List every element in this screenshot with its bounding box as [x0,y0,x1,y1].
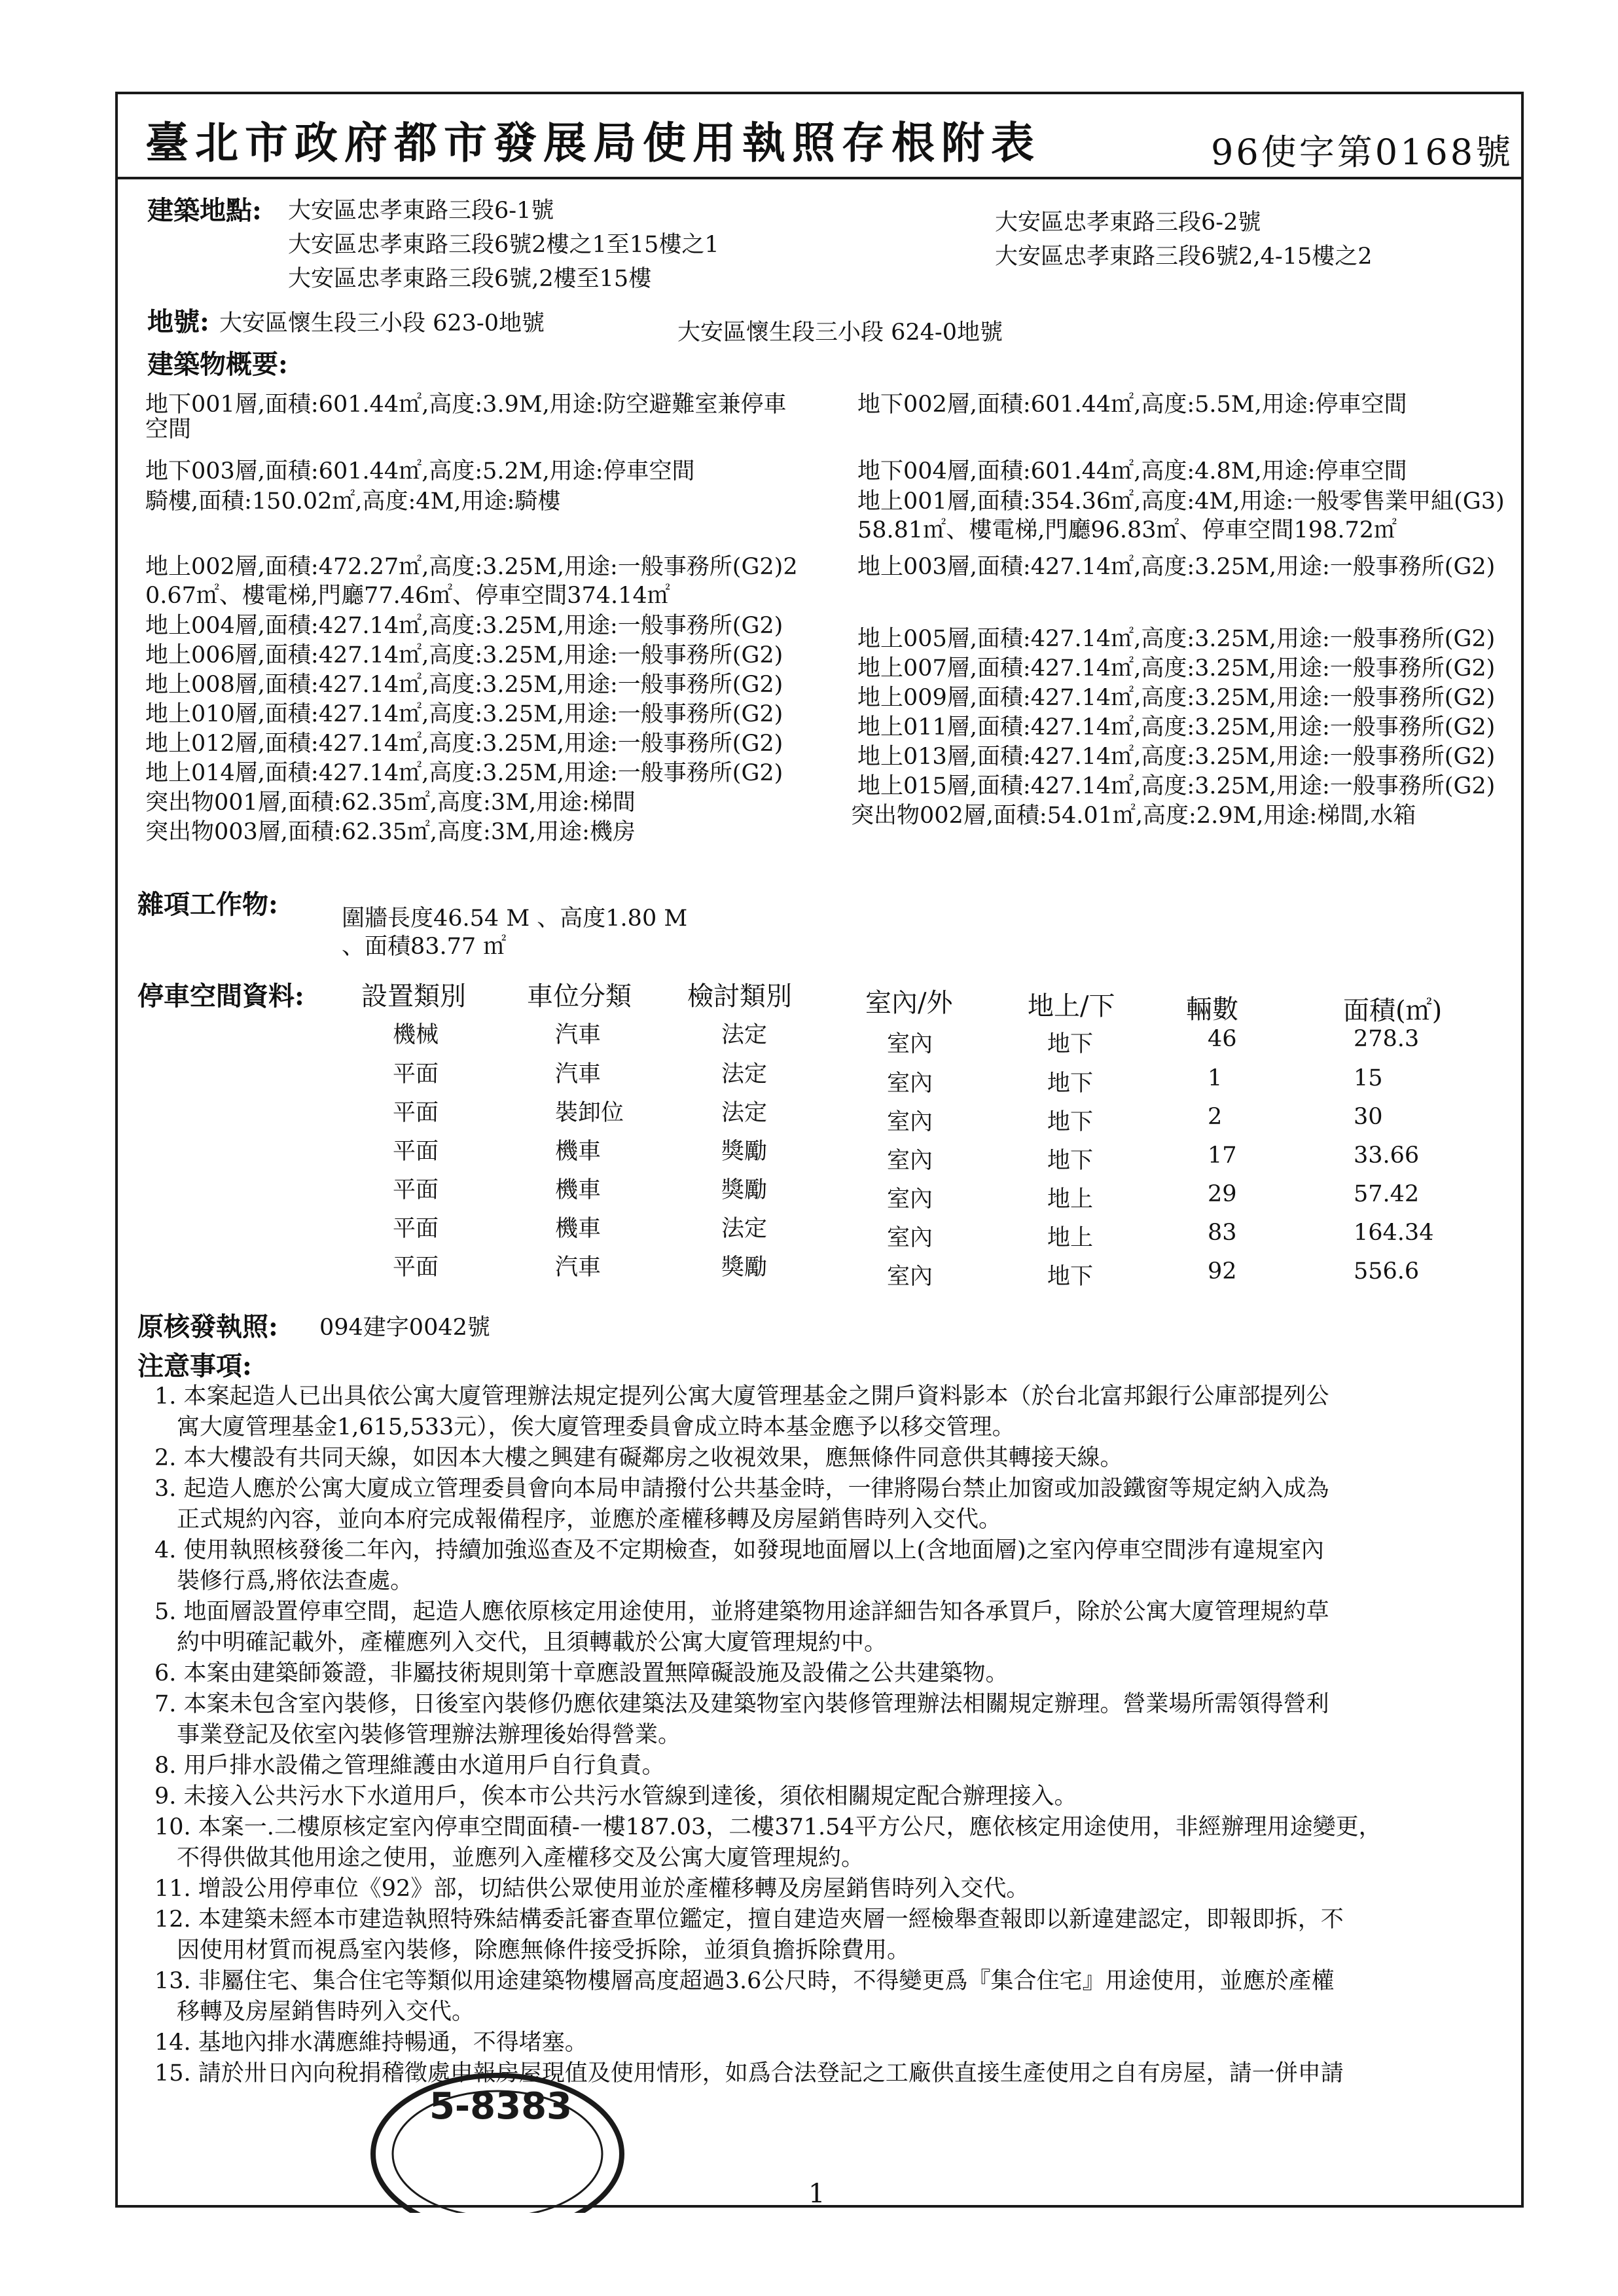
parking-cell-above-below: 地上 [1047,1186,1094,1212]
parking-cell-above-below: 地下 [1047,1070,1094,1097]
document-title: 臺北市政府都市發展局使用執照存根附表 [145,117,1041,168]
parking-cell-space-category: 機車 [555,1177,602,1203]
note-line: 10. 本案一.二樓原核定室內停車空間面積-一樓187.03，二樓371.54平方公尺，應依核定用途使用，非經辦理用途變更， [154,1814,1382,1840]
floor-spec: 地下003層,面積:601.44㎡,高度:5.2M,用途:停車空間 [145,458,695,484]
note-line: 移轉及房屋銷售時列入交代。 [177,1999,475,2025]
parking-cell-setup-type: 平面 [393,1061,439,1087]
floor-spec: 地上004層,面積:427.14㎡,高度:3.25M,用途:一般事務所(G2) [145,613,783,639]
floor-spec: 地上002層,面積:472.27㎡,高度:3.25M,用途:一般事務所(G2)2 [145,554,798,580]
parking-cell-review-category: 法定 [721,1022,768,1048]
floor-spec: 0.67㎡、樓電梯,門廳77.46㎡、停車空間374.14㎡ [145,583,670,609]
note-line: 12. 本建築未經本市建造執照特殊結構委託審查單位鑑定，擅自建造夾層一經檢舉查報即以新違建認定，即報即拆，不 [154,1906,1344,1933]
parking-cell-indoor-outdoor: 室內 [887,1031,933,1057]
parking-cell-indoor-outdoor: 室內 [887,1225,933,1251]
parking-cell-space-category: 汽車 [555,1022,602,1048]
parking-cell-setup-type: 機械 [393,1022,439,1048]
parking-cell-above-below: 地下 [1047,1148,1094,1174]
parking-cell-review-category: 獎勵 [721,1177,768,1203]
note-line: 8. 用戶排水設備之管理維護由水道用戶自行負責。 [154,1753,665,1779]
floor-spec: 空間 [145,416,192,443]
seal-stamp [367,2062,628,2213]
floor-spec: 地上006層,面積:427.14㎡,高度:3.25M,用途:一般事務所(G2) [145,642,783,668]
parking-cell-space-category: 汽車 [555,1061,602,1087]
parking-cell-space-category: 機車 [555,1216,602,1242]
note-line: 4. 使用執照核發後二年內，持續加強巡查及不定期檢查，如發現地面層以上(含地面層)之室內停車空間涉有違規室內 [154,1537,1324,1563]
floor-spec: 地下002層,面積:601.44㎡,高度:5.5M,用途:停車空間 [857,392,1407,418]
note-line: 寓大廈管理基金1,615,533元），俟大廈管理委員會成立時本基金應予以移交管理。 [177,1414,1015,1440]
parking-cell-indoor-outdoor: 室內 [887,1148,933,1174]
floor-spec: 地上009層,面積:427.14㎡,高度:3.25M,用途:一般事務所(G2) [857,685,1496,711]
note-line: 5. 地面層設置停車空間，起造人應依原核定用途使用，並將建築物用途詳細告知各承買戶，除於公寓大廈管理規約草 [154,1599,1329,1625]
parking-cell-area-value: 33.66 [1354,1142,1420,1169]
parking-cell-area-value: 15 [1354,1065,1383,1091]
parking-cell-review-category: 法定 [721,1061,768,1087]
note-line: 3. 起造人應於公寓大廈成立管理委員會向本局申請撥付公共基金時，一律將陽台禁止加窗或加設鐵窗等規定納入成為 [154,1476,1329,1502]
floor-spec: 地上015層,面積:427.14㎡,高度:3.25M,用途:一般事務所(G2) [857,773,1496,799]
note-line: 1. 本案起造人已出具依公寓大廈管理辦法規定提列公寓大廈管理基金之開戶資料影本（於台北富邦銀行公庫部提列公 [154,1383,1329,1410]
original-permit-label: 原核發執照: [137,1311,278,1342]
floor-spec: 突出物001層,面積:62.35㎡,高度:3M,用途:梯間 [145,790,636,816]
parking-cell-area-value: 556.6 [1354,1258,1420,1285]
parking-cell-space-category: 裝卸位 [555,1100,624,1126]
misc-works-label: 雜項工作物: [137,889,278,920]
parking-cell-setup-type: 平面 [393,1177,439,1203]
permit-number: 96使字第0168號 [1211,132,1514,173]
floor-spec: 地上014層,面積:427.14㎡,高度:3.25M,用途:一般事務所(G2) [145,760,783,786]
parking-header: 地上/下 [1028,991,1115,1021]
floor-spec: 地上013層,面積:427.14㎡,高度:3.25M,用途:一般事務所(G2) [857,744,1496,770]
note-line: 因使用材質而視爲室內裝修，除應無條件接受拆除，並須負擔拆除費用。 [177,1937,910,1963]
floor-spec: 地上010層,面積:427.14㎡,高度:3.25M,用途:一般事務所(G2) [145,701,783,727]
address-line: 大安區忠孝東路三段6號2,4-15樓之2 [995,244,1373,270]
note-line: 11. 增設公用停車位《92》部，切結供公眾使用並於產權移轉及房屋銷售時列入交代。 [154,1876,1030,1902]
address-line: 大安區忠孝東路三段6-2號 [995,210,1261,236]
note-line: 7. 本案未包含室內裝修，日後室內裝修仍應依建築法及建築物室內裝修管理辦法相關規定辦理。營業場所需領得營利 [154,1691,1329,1717]
address-label: 建築地點: [147,195,262,226]
floor-spec: 地下001層,面積:601.44㎡,高度:3.9M,用途:防空避難室兼停車 [145,392,787,418]
parking-header: 室內/外 [865,988,953,1018]
floor-spec: 地上007層,面積:427.14㎡,高度:3.25M,用途:一般事務所(G2) [857,655,1496,682]
page-number: 1 [808,2179,825,2209]
lot-number: 大安區懷生段三小段 624-0地號 [677,319,1003,346]
parking-cell-review-category: 獎勵 [721,1139,768,1165]
parking-cell-vehicle-count: 1 [1208,1065,1223,1091]
note-line: 約中明確記載外，產權應列入交代，且須轉載於公寓大廈管理規約中。 [177,1630,888,1656]
address-line: 大安區忠孝東路三段6號,2樓至15樓 [288,266,652,292]
note-line: 13. 非屬住宅、集合住宅等類似用途建築物樓層高度超過3.6公尺時，不得變更爲『集合住宅』用途使用，並應於產權 [154,1968,1335,1994]
parking-cell-area-value: 57.42 [1354,1181,1420,1207]
floor-spec: 地上005層,面積:427.14㎡,高度:3.25M,用途:一般事務所(G2) [857,626,1496,652]
parking-cell-setup-type: 平面 [393,1139,439,1165]
parking-header: 檢討類別 [687,981,792,1011]
floor-spec: 地上011層,面積:427.14㎡,高度:3.25M,用途:一般事務所(G2) [857,714,1496,740]
floor-spec: 地上008層,面積:427.14㎡,高度:3.25M,用途:一般事務所(G2) [145,672,783,698]
parking-cell-area-value: 164.34 [1354,1220,1434,1246]
stamp-number: 5-8383 [429,2085,573,2128]
parking-cell-above-below: 地下 [1047,1031,1094,1057]
parking-label: 停車空間資料: [137,981,304,1011]
parking-cell-review-category: 獎勵 [721,1254,768,1281]
misc-works-line: 、面積83.77 ㎡ [342,934,507,960]
parking-cell-space-category: 機車 [555,1139,602,1165]
parking-cell-vehicle-count: 29 [1208,1181,1237,1207]
parking-cell-indoor-outdoor: 室內 [887,1109,933,1135]
floor-spec: 騎樓,面積:150.02㎡,高度:4M,用途:騎樓 [145,488,561,515]
parking-cell-setup-type: 平面 [393,1254,439,1281]
parking-cell-indoor-outdoor: 室內 [887,1070,933,1097]
floor-spec: 突出物002層,面積:54.01㎡,高度:2.9M,用途:梯間,水箱 [851,803,1416,829]
parking-header: 設置類別 [361,981,466,1011]
parking-cell-vehicle-count: 46 [1208,1026,1237,1052]
note-line: 9. 未接入公共污水下水道用戶，俟本市公共污水管線到達後，須依相關規定配合辦理接入。 [154,1783,1077,1810]
title-divider [115,177,1524,179]
parking-cell-area-value: 278.3 [1354,1026,1420,1052]
floor-spec: 地上003層,面積:427.14㎡,高度:3.25M,用途:一般事務所(G2) [857,554,1496,580]
parking-header: 車位分類 [527,981,632,1011]
misc-works-line: 圍牆長度46.54 M 、高度1.80 M [342,905,688,932]
parking-cell-review-category: 法定 [721,1216,768,1242]
parking-header: 輛數 [1186,994,1238,1025]
floor-spec: 地下004層,面積:601.44㎡,高度:4.8M,用途:停車空間 [857,458,1407,484]
floor-spec: 地上001層,面積:354.36㎡,高度:4M,用途:一般零售業甲組(G3) [857,488,1505,515]
lot-number: 大安區懷生段三小段 623-0地號 [219,310,545,337]
note-line: 不得供做其他用途之使用，並應列入產權移交及公寓大廈管理規約。 [177,1845,865,1871]
overview-label: 建築物概要: [147,349,288,380]
parking-cell-indoor-outdoor: 室內 [887,1186,933,1212]
notes-label: 注意事項: [137,1351,252,1381]
parking-cell-above-below: 地下 [1047,1264,1094,1290]
note-line: 裝修行爲,將依法查處。 [177,1568,414,1594]
address-line: 大安區忠孝東路三段6-1號 [288,198,554,224]
address-line: 大安區忠孝東路三段6號2樓之1至15樓之1 [288,232,719,258]
parking-cell-setup-type: 平面 [393,1216,439,1242]
original-permit-value: 094建字0042號 [319,1315,490,1341]
note-line: 正式規約內容，並向本府完成報備程序，並應於產權移轉及房屋銷售時列入交代。 [177,1506,1002,1533]
note-line: 事業登記及依室內裝修管理辦法辦理後始得營業。 [177,1722,681,1748]
parking-cell-above-below: 地上 [1047,1225,1094,1251]
parking-cell-space-category: 汽車 [555,1254,602,1281]
parking-cell-review-category: 法定 [721,1100,768,1126]
note-line: 6. 本案由建築師簽證，非屬技術規則第十章應設置無障礙設施及設備之公共建築物。 [154,1660,1009,1686]
parking-cell-vehicle-count: 2 [1208,1104,1223,1130]
parking-cell-setup-type: 平面 [393,1100,439,1126]
parking-header: 面積(㎡) [1343,996,1443,1026]
floor-spec: 地上012層,面積:427.14㎡,高度:3.25M,用途:一般事務所(G2) [145,731,783,757]
note-line: 14. 基地內排水溝應維持暢通，不得堵塞。 [154,2030,588,2056]
parking-cell-above-below: 地下 [1047,1109,1094,1135]
floor-spec: 突出物003層,面積:62.35㎡,高度:3M,用途:機房 [145,819,636,845]
parking-cell-indoor-outdoor: 室內 [887,1264,933,1290]
note-line: 15. 請於卅日內向稅捐稽徵處申報房屋現值及使用情形，如爲合法登記之工廠供直接生產使用之自有房屋，請一併申請 [154,2060,1344,2086]
note-line: 2. 本大樓設有共同天線，如因本大樓之興建有礙鄰房之收視效果，應無條件同意供其轉接天線。 [154,1445,1123,1471]
parking-cell-vehicle-count: 17 [1208,1142,1237,1169]
parking-cell-area-value: 30 [1354,1104,1383,1130]
parking-cell-vehicle-count: 92 [1208,1258,1237,1285]
floor-spec: 58.81㎡、樓電梯,門廳96.83㎡、停車空間198.72㎡ [857,517,1397,543]
parking-cell-vehicle-count: 83 [1208,1220,1237,1246]
lot-label: 地號: [147,306,209,337]
